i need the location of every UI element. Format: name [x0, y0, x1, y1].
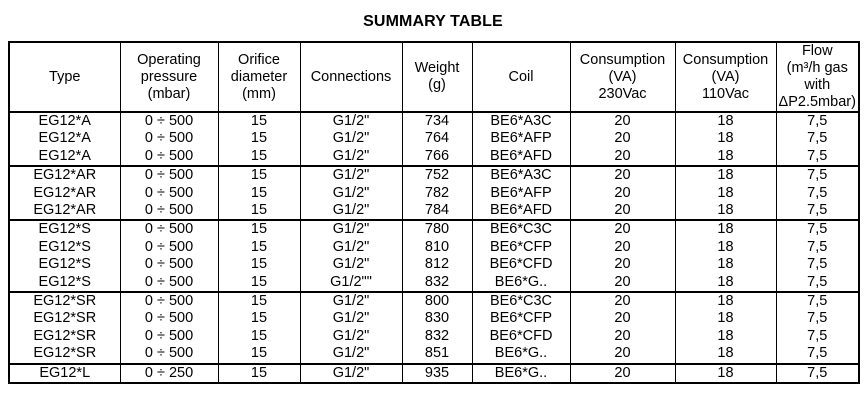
cell-flow: 7,5	[776, 220, 859, 238]
cell-weight: 734	[402, 112, 472, 130]
table-row	[9, 274, 859, 292]
cell-weight: 800	[402, 292, 472, 310]
table-row	[9, 256, 859, 273]
cell-operating-pressure: 0 ÷ 500	[120, 239, 218, 256]
cell-consumption-110vac: 18	[675, 220, 776, 238]
cell-coil: BE6*AFP	[472, 130, 570, 147]
cell-orifice-diameter: 15	[218, 239, 300, 256]
cell-flow: 7,5	[776, 166, 859, 184]
summary-table	[8, 41, 860, 384]
cell-coil: BE6*CFP	[472, 239, 570, 256]
cell-coil: BE6*C3C	[472, 220, 570, 238]
cell-flow: 7,5	[776, 239, 859, 256]
cell-type: EG12*A	[38, 147, 91, 164]
cell-consumption-230vac: 20	[570, 239, 675, 256]
cell-consumption-230vac: 20	[570, 310, 675, 327]
column-header-consumption-230vac: Consumption (VA) 230Vac	[570, 42, 675, 112]
cell-consumption-230vac: 20	[570, 148, 675, 166]
cell-consumption-110vac: 18	[675, 328, 776, 345]
cell-weight: 851	[402, 345, 472, 363]
column-header-consumption-110vac: Consumption (VA) 110Vac	[675, 42, 776, 112]
cell-consumption-230vac: 20	[570, 202, 675, 220]
cell-type: EG12*L	[9, 364, 120, 383]
cell-operating-pressure: 0 ÷ 500	[120, 328, 218, 345]
cell-orifice-diameter: 15	[218, 328, 300, 345]
cell-consumption-230vac: 20	[570, 292, 675, 310]
cell-operating-pressure: 0 ÷ 250	[120, 364, 218, 383]
cell-type: EG12*S	[38, 273, 91, 290]
cell-consumption-110vac: 18	[675, 148, 776, 166]
cell-coil: BE6*CFP	[472, 310, 570, 327]
table-body	[9, 112, 859, 383]
cell-operating-pressure: 0 ÷ 500	[120, 185, 218, 202]
cell-coil: BE6*C3C	[472, 292, 570, 310]
table-row	[9, 364, 859, 383]
cell-connections: G1/2"	[300, 112, 402, 130]
cell-orifice-diameter: 15	[218, 256, 300, 273]
cell-flow: 7,5	[776, 148, 859, 166]
cell-type: EG12*AR	[33, 202, 97, 219]
cell-connections: G1/2"	[300, 220, 402, 238]
cell-weight: 782	[402, 185, 472, 202]
cell-connections: G1/2"	[300, 185, 402, 202]
table-row	[9, 292, 859, 310]
cell-connections: G1/2"	[300, 148, 402, 166]
table-row	[9, 166, 859, 184]
cell-connections: G1/2"	[300, 328, 402, 345]
cell-consumption-110vac: 18	[675, 166, 776, 184]
cell-operating-pressure: 0 ÷ 500	[120, 220, 218, 238]
column-header-connections: Connections	[300, 42, 402, 112]
cell-coil: BE6*AFD	[472, 148, 570, 166]
cell-weight: 935	[402, 364, 472, 383]
cell-coil: BE6*AFP	[472, 185, 570, 202]
cell-consumption-110vac: 18	[675, 256, 776, 273]
cell-consumption-110vac: 18	[675, 112, 776, 130]
cell-type: EG12*S	[38, 256, 91, 273]
cell-consumption-110vac: 18	[675, 239, 776, 256]
cell-consumption-230vac: 20	[570, 130, 675, 147]
cell-consumption-110vac: 18	[675, 130, 776, 147]
cell-operating-pressure: 0 ÷ 500	[120, 202, 218, 220]
cell-orifice-diameter: 15	[218, 202, 300, 220]
cell-operating-pressure: 0 ÷ 500	[120, 130, 218, 147]
cell-consumption-230vac: 20	[570, 274, 675, 292]
cell-connections: G1/2"	[300, 310, 402, 327]
cell-consumption-110vac: 18	[675, 274, 776, 292]
cell-flow: 7,5	[776, 328, 859, 345]
cell-orifice-diameter: 15	[218, 274, 300, 292]
cell-consumption-110vac: 18	[675, 185, 776, 202]
cell-consumption-230vac: 20	[570, 328, 675, 345]
cell-orifice-diameter: 15	[218, 130, 300, 147]
cell-connections: G1/2"	[300, 292, 402, 310]
cell-flow: 7,5	[776, 256, 859, 273]
cell-coil: BE6*CFD	[472, 256, 570, 273]
cell-orifice-diameter: 15	[218, 345, 300, 363]
cell-type: EG12*AR	[33, 184, 97, 201]
table-row	[9, 328, 859, 345]
cell-connections: G1/2"	[300, 130, 402, 147]
cell-coil: BE6*AFD	[472, 202, 570, 220]
column-header-weight: Weight (g)	[402, 42, 472, 112]
column-header-orifice-diameter: Orifice diameter (mm)	[218, 42, 300, 112]
cell-connections: G1/2"	[300, 202, 402, 220]
cell-orifice-diameter: 15	[218, 148, 300, 166]
cell-flow: 7,5	[776, 310, 859, 327]
table-row	[9, 202, 859, 220]
cell-type: EG12*A	[38, 113, 91, 129]
cell-coil: BE6*G..	[472, 364, 570, 383]
cell-connections: G1/2"	[300, 239, 402, 256]
cell-consumption-230vac: 20	[570, 166, 675, 184]
cell-flow: 7,5	[776, 130, 859, 147]
cell-orifice-diameter: 15	[218, 166, 300, 184]
cell-operating-pressure: 0 ÷ 500	[120, 112, 218, 130]
cell-weight: 780	[402, 220, 472, 238]
cell-orifice-diameter: 15	[218, 220, 300, 238]
cell-operating-pressure: 0 ÷ 500	[120, 274, 218, 292]
cell-operating-pressure: 0 ÷ 500	[120, 292, 218, 310]
cell-consumption-230vac: 20	[570, 220, 675, 238]
cell-orifice-diameter: 15	[218, 310, 300, 327]
cell-flow: 7,5	[776, 292, 859, 310]
cell-type: EG12*SR	[33, 310, 97, 327]
cell-type: EG12*A	[38, 130, 91, 147]
cell-consumption-110vac: 18	[675, 364, 776, 383]
cell-coil: BE6*A3C	[472, 112, 570, 130]
cell-operating-pressure: 0 ÷ 500	[120, 148, 218, 166]
cell-weight: 812	[402, 256, 472, 273]
cell-consumption-110vac: 18	[675, 202, 776, 220]
page-title: SUMMARY TABLE	[363, 13, 503, 30]
table-row	[9, 239, 859, 256]
cell-type: EG12*SR	[9, 292, 120, 310]
cell-weight: 764	[402, 130, 472, 147]
table-row	[9, 130, 859, 147]
cell-flow: 7,5	[776, 202, 859, 220]
table-row	[9, 185, 859, 202]
cell-consumption-230vac: 20	[570, 345, 675, 363]
cell-connections: G1/2"	[300, 345, 402, 363]
cell-weight: 752	[402, 166, 472, 184]
cell-weight: 810	[402, 239, 472, 256]
table-row	[9, 310, 859, 327]
column-header-operating-pressure: Operating pressure (mbar)	[120, 42, 218, 112]
cell-flow: 7,5	[776, 274, 859, 292]
table-row	[9, 345, 859, 363]
cell-coil: BE6*CFD	[472, 328, 570, 345]
cell-flow: 7,5	[776, 112, 859, 130]
cell-orifice-diameter: 15	[218, 292, 300, 310]
cell-consumption-230vac: 20	[570, 364, 675, 383]
cell-coil: BE6*G..	[472, 345, 570, 363]
cell-consumption-110vac: 18	[675, 310, 776, 327]
table-row	[9, 148, 859, 166]
header-row	[9, 42, 859, 112]
cell-operating-pressure: 0 ÷ 500	[120, 166, 218, 184]
cell-weight: 830	[402, 310, 472, 327]
cell-coil: BE6*G..	[472, 274, 570, 292]
cell-connections: G1/2"	[300, 166, 402, 184]
cell-flow: 7,5	[776, 185, 859, 202]
cell-connections: G1/2""	[300, 274, 402, 292]
cell-consumption-230vac: 20	[570, 112, 675, 130]
cell-orifice-diameter: 15	[218, 364, 300, 383]
cell-orifice-diameter: 15	[218, 112, 300, 130]
cell-operating-pressure: 0 ÷ 500	[120, 256, 218, 273]
column-header-type: Type	[9, 42, 120, 112]
column-header-flow: Flow (m³/h gas with ΔP2.5mbar)	[776, 42, 859, 112]
cell-consumption-110vac: 18	[675, 292, 776, 310]
cell-flow: 7,5	[776, 364, 859, 383]
cell-coil: BE6*A3C	[472, 166, 570, 184]
cell-weight: 766	[402, 148, 472, 166]
cell-type: EG12*SR	[33, 345, 97, 362]
cell-operating-pressure: 0 ÷ 500	[120, 345, 218, 363]
cell-type: EG12*S	[9, 220, 120, 238]
cell-weight: 784	[402, 202, 472, 220]
cell-orifice-diameter: 15	[218, 185, 300, 202]
cell-operating-pressure: 0 ÷ 500	[120, 310, 218, 327]
column-header-coil: Coil	[472, 42, 570, 112]
table-row	[9, 220, 859, 238]
table-row	[9, 112, 859, 130]
cell-weight: 832	[402, 328, 472, 345]
cell-weight: 832	[402, 274, 472, 292]
cell-type: EG12*S	[38, 238, 91, 255]
cell-flow: 7,5	[776, 345, 859, 363]
cell-consumption-110vac: 18	[675, 345, 776, 363]
cell-connections: G1/2"	[300, 256, 402, 273]
cell-connections: G1/2"	[300, 364, 402, 383]
cell-type: EG12*AR	[9, 166, 120, 184]
cell-type: EG12*SR	[33, 327, 97, 344]
cell-consumption-230vac: 20	[570, 256, 675, 273]
cell-consumption-230vac: 20	[570, 185, 675, 202]
